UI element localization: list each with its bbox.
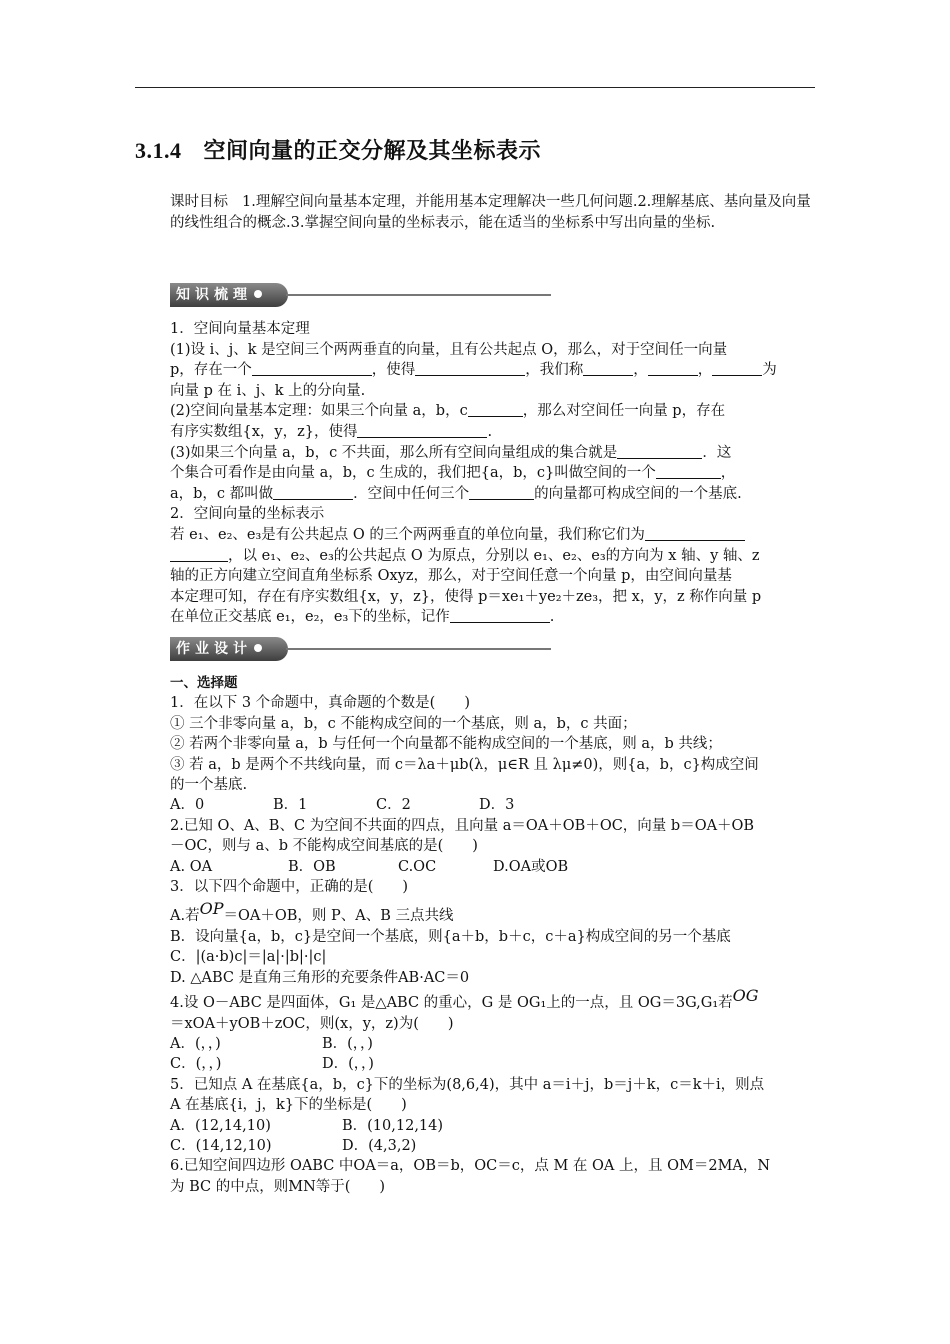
- header-rule: [135, 87, 815, 88]
- answer-options: [170, 1116, 815, 1136]
- answer-blank: [357, 423, 487, 438]
- paragraph-line: p，存在一个 ，使得 ，我们称 ， ， 为: [170, 362, 777, 379]
- answer-blank: [712, 361, 762, 376]
- option[interactable]: C．(14,12,10): [170, 1137, 272, 1154]
- paragraph-line: 个集合可看作是由向量 a，b，c 生成的，我们把{a，b，c}叫做空间的一个 ，: [170, 465, 736, 482]
- option[interactable]: C．2: [376, 797, 411, 814]
- option[interactable]: B．(10,12,14): [342, 1117, 444, 1134]
- option[interactable]: D．(4,3,2): [342, 1137, 417, 1154]
- question-line: A 在基底{i，j，k}下的坐标是( ): [170, 1097, 407, 1114]
- option[interactable]: A．(，，): [170, 1035, 221, 1052]
- question-stem: 1．在以下 3 个命题中，真命题的个数是( ): [170, 695, 470, 712]
- answer-blank: [170, 547, 228, 562]
- goal-label: 课时目标: [170, 194, 228, 210]
- paragraph-line: 向量 p 在 i、j、k 上的分向量.: [170, 382, 366, 399]
- title-text: 空间向量的正交分解及其坐标表示: [203, 138, 542, 163]
- option[interactable]: A．(12,14,10): [170, 1117, 271, 1134]
- paragraph-line: (3)如果三个向量 a，b，c 不共面，那么所有空间向量组成的集合就是 ．这: [170, 444, 732, 461]
- option[interactable]: B．(，，): [322, 1035, 373, 1052]
- answer-blank: [469, 485, 534, 500]
- option[interactable]: C．(，，): [170, 1056, 222, 1073]
- answer-blank: [617, 444, 702, 459]
- section-heading: 一、选择题: [170, 675, 238, 691]
- question-line: D. △ABC 是直角三角形的充要条件AB·AC＝0: [170, 969, 470, 986]
- answer-options: [170, 1054, 815, 1074]
- answer-blank: [648, 361, 698, 376]
- answer-blank: [645, 526, 745, 541]
- answer-blank: [656, 464, 721, 479]
- answer-options: [170, 857, 815, 877]
- paragraph-line: (2)空间向量基本定理：如果三个向量 a，b，c ，那么对空间任一向量 p，存在: [170, 403, 726, 420]
- option[interactable]: A. OA: [170, 858, 213, 875]
- answer-options: [170, 1136, 815, 1156]
- paragraph-line: (1)设 i、j、k 是空间三个两两垂直的向量，且有公共起点 O，那么，对于空间任一向量: [170, 341, 728, 358]
- homework-section: [170, 673, 815, 1197]
- banner-knowledge-label: 知识梳理: [176, 287, 252, 303]
- section-number: 3.1.4: [135, 138, 182, 163]
- paragraph-line: 若 e₁、e₂、e₃是有公共起点 O 的三个两两垂直的单位向量，我们称它们为: [170, 525, 815, 546]
- answer-options: [170, 1034, 815, 1054]
- option[interactable]: B．OB: [288, 858, 336, 875]
- question-stem: 3．以下四个命题中，正确的是( ): [170, 879, 409, 896]
- goal-text: 1.理解空间向量基本定理，并能用基本定理解决一些几何问题.2.理解基底、基向量及向量的线性组合的概念.3.掌握空间向量的坐标表示，能在适当的坐标系中写出向量的坐标.: [170, 194, 811, 231]
- option[interactable]: D.OA或OB: [493, 858, 569, 875]
- lesson-goal: [170, 192, 815, 234]
- paragraph-line: 本定理可知，存在有序实数组{x，y，z}，使得 p＝xe₁＋ye₂＋ze₃，把 x，y，z 称作向量 p: [170, 588, 762, 605]
- answer-blank: [252, 361, 372, 376]
- option[interactable]: A．0: [170, 797, 205, 814]
- answer-blank: [273, 485, 353, 500]
- question-line: ③ 若 a，b 是两个不共线向量，而 c＝λa＋μb(λ，μ∈R 且 λμ≠0)，则{a，b，c}构成空间: [170, 756, 759, 773]
- question-line: －OC，则与 a、b 不能构成空间基底的是( ): [170, 838, 478, 855]
- answer-options: [170, 795, 815, 815]
- subheading: 2．空间向量的坐标表示: [170, 506, 325, 523]
- paragraph-line: a，b，c 都叫做 ．空间中任何三个 的向量都可构成空间的一个基底.: [170, 485, 742, 502]
- option[interactable]: B．1: [273, 797, 308, 814]
- option[interactable]: D．(，，): [322, 1056, 374, 1073]
- answer-blank: [415, 361, 525, 376]
- paragraph-line: 轴的正方向建立空间直角坐标系 Oxyz，那么，对于空间任意一个向量 p，由空间向量基: [170, 568, 732, 585]
- question-line: 2.已知 O、A、B、C 为空间不共面的四点，且向量 a＝OA＋OB＋OC，向量 b＝OA＋OB: [170, 817, 755, 834]
- question-line: 6.已知空间四边形 OABC 中OA＝a，OB＝b，OC＝c，点 M 在 OA 上，且 OM＝2MA，N: [170, 1158, 771, 1175]
- vector-label: OG: [732, 986, 759, 1006]
- answer-blank: [468, 402, 523, 417]
- answer-blank: [583, 361, 633, 376]
- question-line: A.若OP＝OA＋OB，则 P、A、B 三点共线: [170, 899, 454, 925]
- question-line: 4.设 O－ABC 是四面体，G₁ 是△ABC 的重心，G 是 OG₁上的一点，且 OG＝3G,G₁若OG: [170, 986, 759, 1012]
- paragraph-line: ，以 e₁、e₂、e₃的公共起点 O 为原点，分别以 e₁、e₂、e₃的方向为 x 轴、y 轴、z: [170, 546, 815, 567]
- question-line: 的一个基底.: [170, 777, 248, 794]
- banner-homework-label: 作业设计: [176, 641, 252, 657]
- page-title: [135, 134, 541, 165]
- bullet-dot-icon: [254, 290, 262, 298]
- paragraph-line: 在单位正交基底 e₁，e₂，e₃下的坐标，记作 .: [170, 609, 555, 626]
- vector-label: OP: [199, 899, 224, 919]
- question-line: 5．已知点 A 在基底{a，b，c}下的坐标为(8,6,4)，其中 a＝i＋j，b＝j＋k，c＝k＋i，则点: [170, 1076, 765, 1093]
- question-line: ① 三个非零向量 a，b，c 不能构成空间的一个基底，则 a，b，c 共面；: [170, 715, 637, 732]
- bullet-dot-icon: [254, 644, 262, 652]
- option[interactable]: D．3: [479, 797, 515, 814]
- paragraph-line: 有序实数组{x，y，z}，使得 .: [170, 423, 493, 440]
- question-line: B．设向量{a，b，c}是空间一个基底，则{a＋b，b＋c，c＋a}构成空间的另一个基底: [170, 928, 731, 945]
- answer-blank: [450, 608, 550, 623]
- subheading: 1．空间向量基本定理: [170, 321, 310, 337]
- option[interactable]: C.OC: [398, 858, 437, 875]
- question-line: ＝xOA＋yOB＋zOC，则(x，y，z)为( ): [170, 1015, 454, 1032]
- knowledge-section: [170, 319, 815, 628]
- question-line: C．|(a·b)c|＝|a|·|b|·|c|: [170, 949, 327, 966]
- question-line: 为 BC 的中点，则MN等于( ): [170, 1178, 386, 1195]
- question-line: ② 若两个非零向量 a，b 与任何一个向量都不能构成空间的一个基底，则 a，b 共线；: [170, 736, 722, 753]
